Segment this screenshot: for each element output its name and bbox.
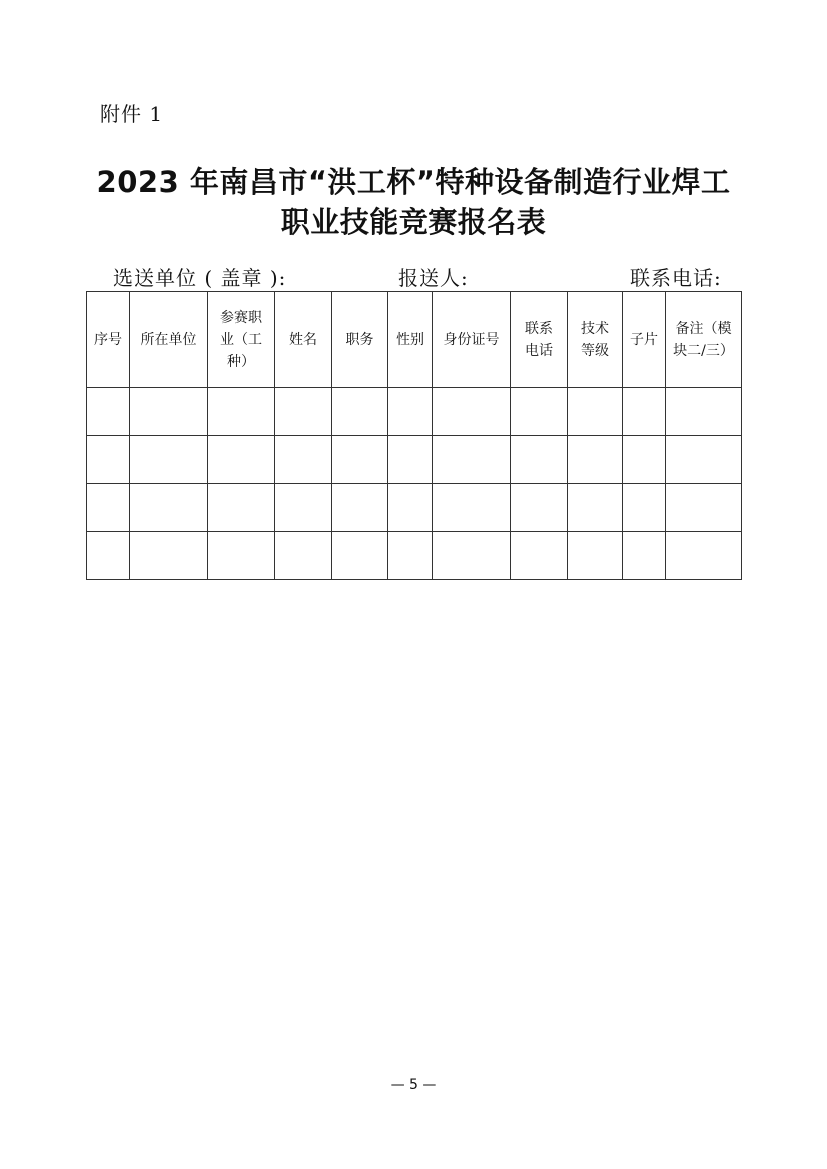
table-cell[interactable]: [130, 484, 208, 532]
table-cell[interactable]: [130, 436, 208, 484]
table-cell[interactable]: [275, 436, 332, 484]
table-row: [87, 532, 742, 580]
header-gender: 性别: [388, 292, 433, 388]
table-cell[interactable]: [208, 436, 275, 484]
table-cell[interactable]: [433, 436, 511, 484]
table-cell[interactable]: [87, 388, 130, 436]
header-name: 姓名: [275, 292, 332, 388]
header-skill-level: 技术等级: [568, 292, 623, 388]
table-cell[interactable]: [623, 388, 666, 436]
table-cell[interactable]: [666, 484, 742, 532]
header-remarks: 备注（模块二/三）: [666, 292, 742, 388]
table-cell[interactable]: [666, 436, 742, 484]
table-cell[interactable]: [332, 532, 388, 580]
table-cell[interactable]: [87, 436, 130, 484]
table-cell[interactable]: [433, 388, 511, 436]
form-title-line2: 职业技能竞赛报名表: [280, 205, 547, 239]
table-row: [87, 388, 742, 436]
table-cell[interactable]: [666, 532, 742, 580]
table-cell[interactable]: [511, 532, 568, 580]
table-cell[interactable]: [208, 484, 275, 532]
header-serial-number: 序号: [87, 292, 130, 388]
table-cell[interactable]: [623, 532, 666, 580]
header-position: 职务: [332, 292, 388, 388]
table-cell[interactable]: [388, 388, 433, 436]
table-cell[interactable]: [275, 388, 332, 436]
table-cell[interactable]: [208, 532, 275, 580]
header-sub-piece: 子片: [623, 292, 666, 388]
table-cell[interactable]: [568, 532, 623, 580]
table-cell[interactable]: [130, 388, 208, 436]
table-row: [87, 484, 742, 532]
field-contact-phone: 联系电话:: [630, 266, 722, 290]
table-cell[interactable]: [332, 484, 388, 532]
table-cell[interactable]: [388, 484, 433, 532]
table-cell[interactable]: [388, 532, 433, 580]
header-occupation: 参赛职业（工种）: [208, 292, 275, 388]
table-cell[interactable]: [87, 484, 130, 532]
form-title-line1: 2023 年南昌市“洪工杯”特种设备制造行业焊工: [96, 165, 731, 199]
registration-table: [86, 291, 742, 580]
table-cell[interactable]: [568, 388, 623, 436]
table-cell[interactable]: [623, 484, 666, 532]
attachment-label: 附件 1: [100, 102, 164, 126]
table-cell[interactable]: [511, 484, 568, 532]
table-cell[interactable]: [87, 532, 130, 580]
table-cell[interactable]: [275, 532, 332, 580]
table-cell[interactable]: [433, 532, 511, 580]
header-unit: 所在单位: [130, 292, 208, 388]
table-row: [87, 436, 742, 484]
field-reporter: 报送人:: [398, 266, 469, 290]
header-id-number: 身份证号: [433, 292, 511, 388]
header-contact-phone: 联系电话: [511, 292, 568, 388]
table-cell[interactable]: [623, 436, 666, 484]
table-cell[interactable]: [568, 484, 623, 532]
table-cell[interactable]: [275, 484, 332, 532]
table-cell[interactable]: [388, 436, 433, 484]
table-cell[interactable]: [511, 388, 568, 436]
table-cell[interactable]: [433, 484, 511, 532]
table-cell[interactable]: [130, 532, 208, 580]
table-cell[interactable]: [208, 388, 275, 436]
table-cell[interactable]: [511, 436, 568, 484]
field-sending-unit: 选送单位 ( 盖章 ):: [113, 266, 287, 290]
table-cell[interactable]: [666, 388, 742, 436]
table-cell[interactable]: [332, 436, 388, 484]
table-cell[interactable]: [568, 436, 623, 484]
page-number: — 5 —: [390, 1077, 437, 1093]
table-cell[interactable]: [332, 388, 388, 436]
table-header-row: [87, 292, 742, 388]
